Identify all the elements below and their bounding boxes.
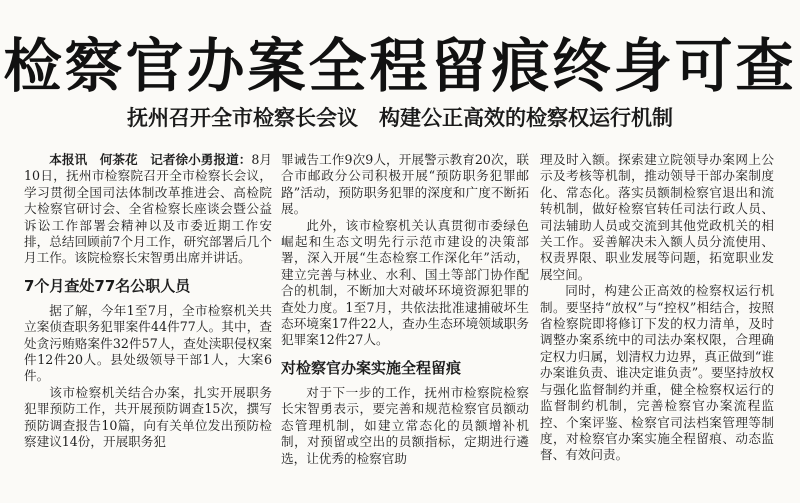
lead-text: 8月10日，抚州市检察院召开全市检察长会议，学习贯彻全国司法体制改革推进会、高检院大检察官研讨会、全省检察长座谈会暨公益诉讼工作部署会精神以及市委近期工作安排，总结回顾前7个月工作，研究部署后几个月工作。该院检察长宋智勇出席并讲话。	[24, 152, 272, 266]
paragraph: 据了解，今年1至7月，全市检察机关共立案侦查职务犯罪案件44件77人。其中，查处贪污贿赂案件32件57人，查处渎职侵权案件12件20人。县处级领导干部1人，大案6件。	[24, 302, 272, 384]
article-column-2	[281, 152, 529, 503]
paragraph-continued: 理及时入额。探索建立院领导办案网上公示及考核等机制，推动领导干部办案制度化、常态化。落实员额制检察官退出和流转机制，做好检察官转任司法行政人员、司法辅助人员或交流到其他党政机关的相关工作。妥善解决未入额人员分流使用、权责界限、职业发展等问题，拓宽职业发展空间。	[540, 152, 774, 282]
paragraph: 此外，该市检察机关认真贯彻市委绿色崛起和生态文明先行示范市建设的决策部署，深入开展“生态检察工作深化年”活动，建立完善与林业、水利、国土等部门协作配合的机制，不断加大对破坏环境资源犯罪的查处力度。1至7月，共依法批准逮捕破坏生态环境案17件22人，查办生态环境领域职务犯罪案12件27人。	[281, 217, 529, 348]
headline: 检察官办案全程留痕终身可查	[3, 32, 797, 100]
section-heading-cases: 7个月查处77名公职人员	[24, 276, 191, 295]
subheadline: 抚州召开全市检察长会议 构建公正高效的检察权运行机制	[127, 106, 673, 130]
paragraph-continued: 罪诫告工作9次9人，开展警示教育20次，联合市邮政分公司积极开展“预防职务犯罪邮路”活动，预防职务犯罪的深度和广度不断拓展。	[281, 152, 529, 217]
byline: 本报讯 何茶花 记者徐小勇报道：	[49, 152, 252, 167]
article-column-1	[24, 152, 272, 503]
paragraph: 该市检察机关结合办案，扎实开展职务犯罪预防工作，共开展预防调查15次，撰写预防调查报告10篇，向有关单位发出预防检察建议14份，开展职务犯	[24, 384, 272, 450]
section-heading-trace: 对检察官办案实施全程留痕	[281, 358, 462, 377]
article-column-3	[540, 152, 774, 503]
paragraph: 同时，构建公正高效的检察权运行机制。要坚持“放权”与“控权”相结合，按照省检察院即将修订下发的权力清单，及时调整办案系统中的司法办案权限，合理确定权力归属，划清权力边界，真正做到“谁办案谁负责、谁决定谁负责”。要坚持放权与强化监督制约并重，健全检察权运行的监督制约机制，完善检察官办案流程监控、个案评鉴、检察官司法档案管理等制度，对检察官办案实施全程留痕、动态监督、有效问责。	[540, 283, 774, 463]
article-lead-paragraph	[24, 152, 272, 267]
paragraph: 对于下一步的工作，抚州市检察院检察长宋智勇表示，要完善和规范检察官员额动态管理机制，如建立常态化的员额增补机制，对预留或空出的员额指标，定期进行遴选，让优秀的检察官助	[281, 384, 529, 466]
